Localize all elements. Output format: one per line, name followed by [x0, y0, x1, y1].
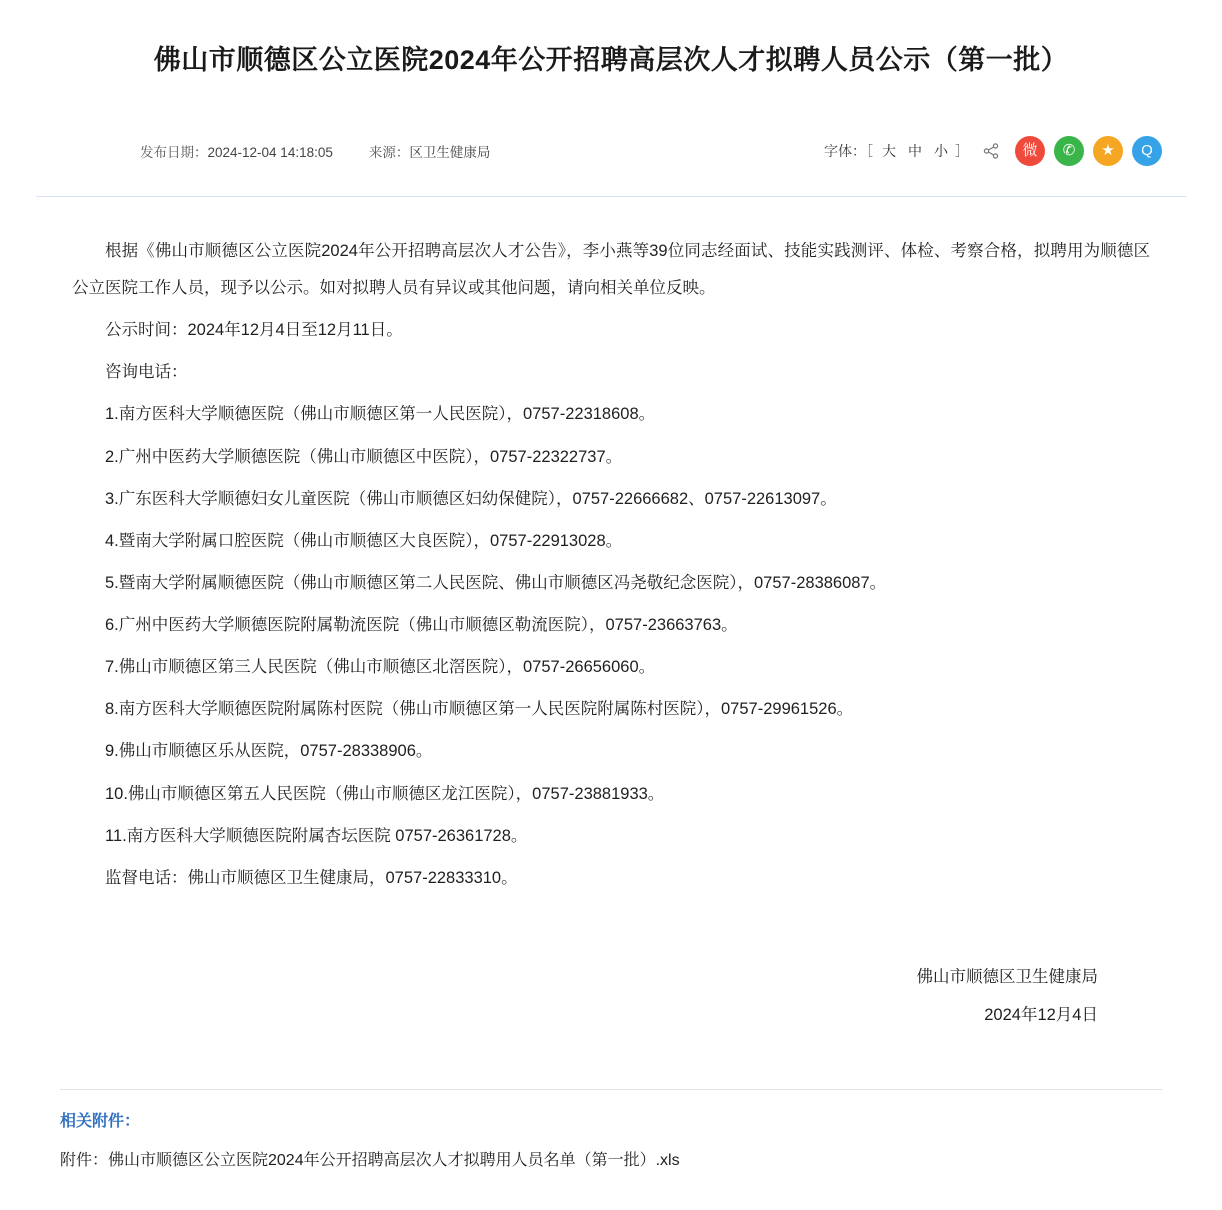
- meta-left-group: [140, 141, 490, 161]
- share-icon[interactable]: [983, 143, 999, 159]
- paragraph: 1.南方医科大学顺德医院（佛山市顺德区第一人民医院），0757-22318608。: [105, 405, 656, 424]
- favorite-icon[interactable]: ★: [1093, 136, 1123, 166]
- font-size-large-button[interactable]: 大: [882, 142, 896, 159]
- paragraph: 11.南方医科大学顺德医院附属杏坛医院 0757-26361728。: [105, 826, 528, 845]
- paragraph: 3.广东医科大学顺德妇女儿童医院（佛山市顺德区妇幼保健院），0757-22666682、0757-22613097。: [105, 489, 837, 508]
- weibo-share-icon[interactable]: 微: [1015, 136, 1045, 166]
- source-label: 来源：: [368, 144, 410, 160]
- signature-date: 2024年12月4日: [984, 1005, 1098, 1024]
- qq-share-icon[interactable]: Q: [1132, 136, 1162, 166]
- attachment-link[interactable]: 附件：佛山市顺德区公立医院2024年公开招聘高层次人才拟聘用人员名单（第一批）.xls: [60, 1151, 680, 1169]
- attachment-item[interactable]: [60, 1147, 1162, 1170]
- page-title: 佛山市顺德区公立医院2024年公开招聘高层次人才拟聘人员公示（第一批）: [153, 45, 1069, 76]
- meta-right-group: [824, 136, 1162, 166]
- paragraph: 6.广州中医药大学顺德医院附属勒流医院（佛山市顺德区勒流医院），0757-23663763。: [105, 616, 738, 635]
- signature-block: [72, 959, 1150, 1035]
- source: [369, 141, 491, 161]
- attachments-section: [60, 1089, 1162, 1170]
- article-body: [0, 197, 1222, 1035]
- attachments-heading: 相关附件：: [60, 1112, 141, 1130]
- font-size-small-button[interactable]: 小: [934, 142, 948, 159]
- paragraph: 5.暨南大学附属顺德医院（佛山市顺德区第二人民医院、佛山市顺德区冯尧敬纪念医院），0757-28386087。: [105, 573, 887, 592]
- publish-date-label: 发布日期：: [140, 144, 208, 160]
- paragraph: 咨询电话：: [105, 363, 188, 382]
- wechat-share-icon[interactable]: ✆: [1054, 136, 1084, 166]
- font-size-label-end: ］: [955, 142, 969, 159]
- article-meta-bar: [0, 98, 1222, 166]
- bottom-spacer: [0, 1170, 1222, 1210]
- publish-date: [140, 141, 333, 161]
- paragraph: 根据《佛山市顺德区公立医院2024年公开招聘高层次人才公告》，李小燕等39位同志经面试、技能实践测评、体检、考察合格，拟聘用为顺德区公立医院工作人员，现予以公示。如对拟聘人员有异议或其他问题，请向相关单位反映。: [72, 241, 1150, 298]
- font-size-switcher: [824, 141, 969, 161]
- font-size-label: 字体：［: [824, 142, 873, 159]
- article-page: [0, 18, 1222, 1210]
- paragraph: 8.南方医科大学顺德医院附属陈村医院（佛山市顺德区第一人民医院附属陈村医院），0757-29961526。: [105, 700, 854, 719]
- paragraph: 10.佛山市顺德区第五人民医院（佛山市顺德区龙江医院），0757-23881933。: [105, 784, 665, 803]
- paragraph: 4.暨南大学附属口腔医院（佛山市顺德区大良医院），0757-22913028。: [105, 531, 623, 550]
- font-size-medium-button[interactable]: 中: [908, 142, 922, 159]
- publish-date-value: 2024-12-04 14:18:05: [207, 144, 333, 160]
- paragraph: 2.广州中医药大学顺德医院（佛山市顺德区中医院），0757-22322737。: [105, 447, 623, 466]
- paragraph: 监督电话：佛山市顺德区卫生健康局，0757-22833310。: [105, 868, 518, 887]
- paragraph: 7.佛山市顺德区第三人民医院（佛山市顺德区北滘医院），0757-26656060。: [105, 658, 656, 677]
- paragraph: 公示时间：2024年12月4日至12月11日。: [105, 321, 403, 340]
- signature-organization: 佛山市顺德区卫生健康局: [916, 967, 1098, 986]
- social-share-group: [1015, 136, 1162, 166]
- paragraph: 9.佛山市顺德区乐从医院，0757-28338906。: [105, 742, 433, 761]
- source-value: 区卫生健康局: [409, 144, 491, 160]
